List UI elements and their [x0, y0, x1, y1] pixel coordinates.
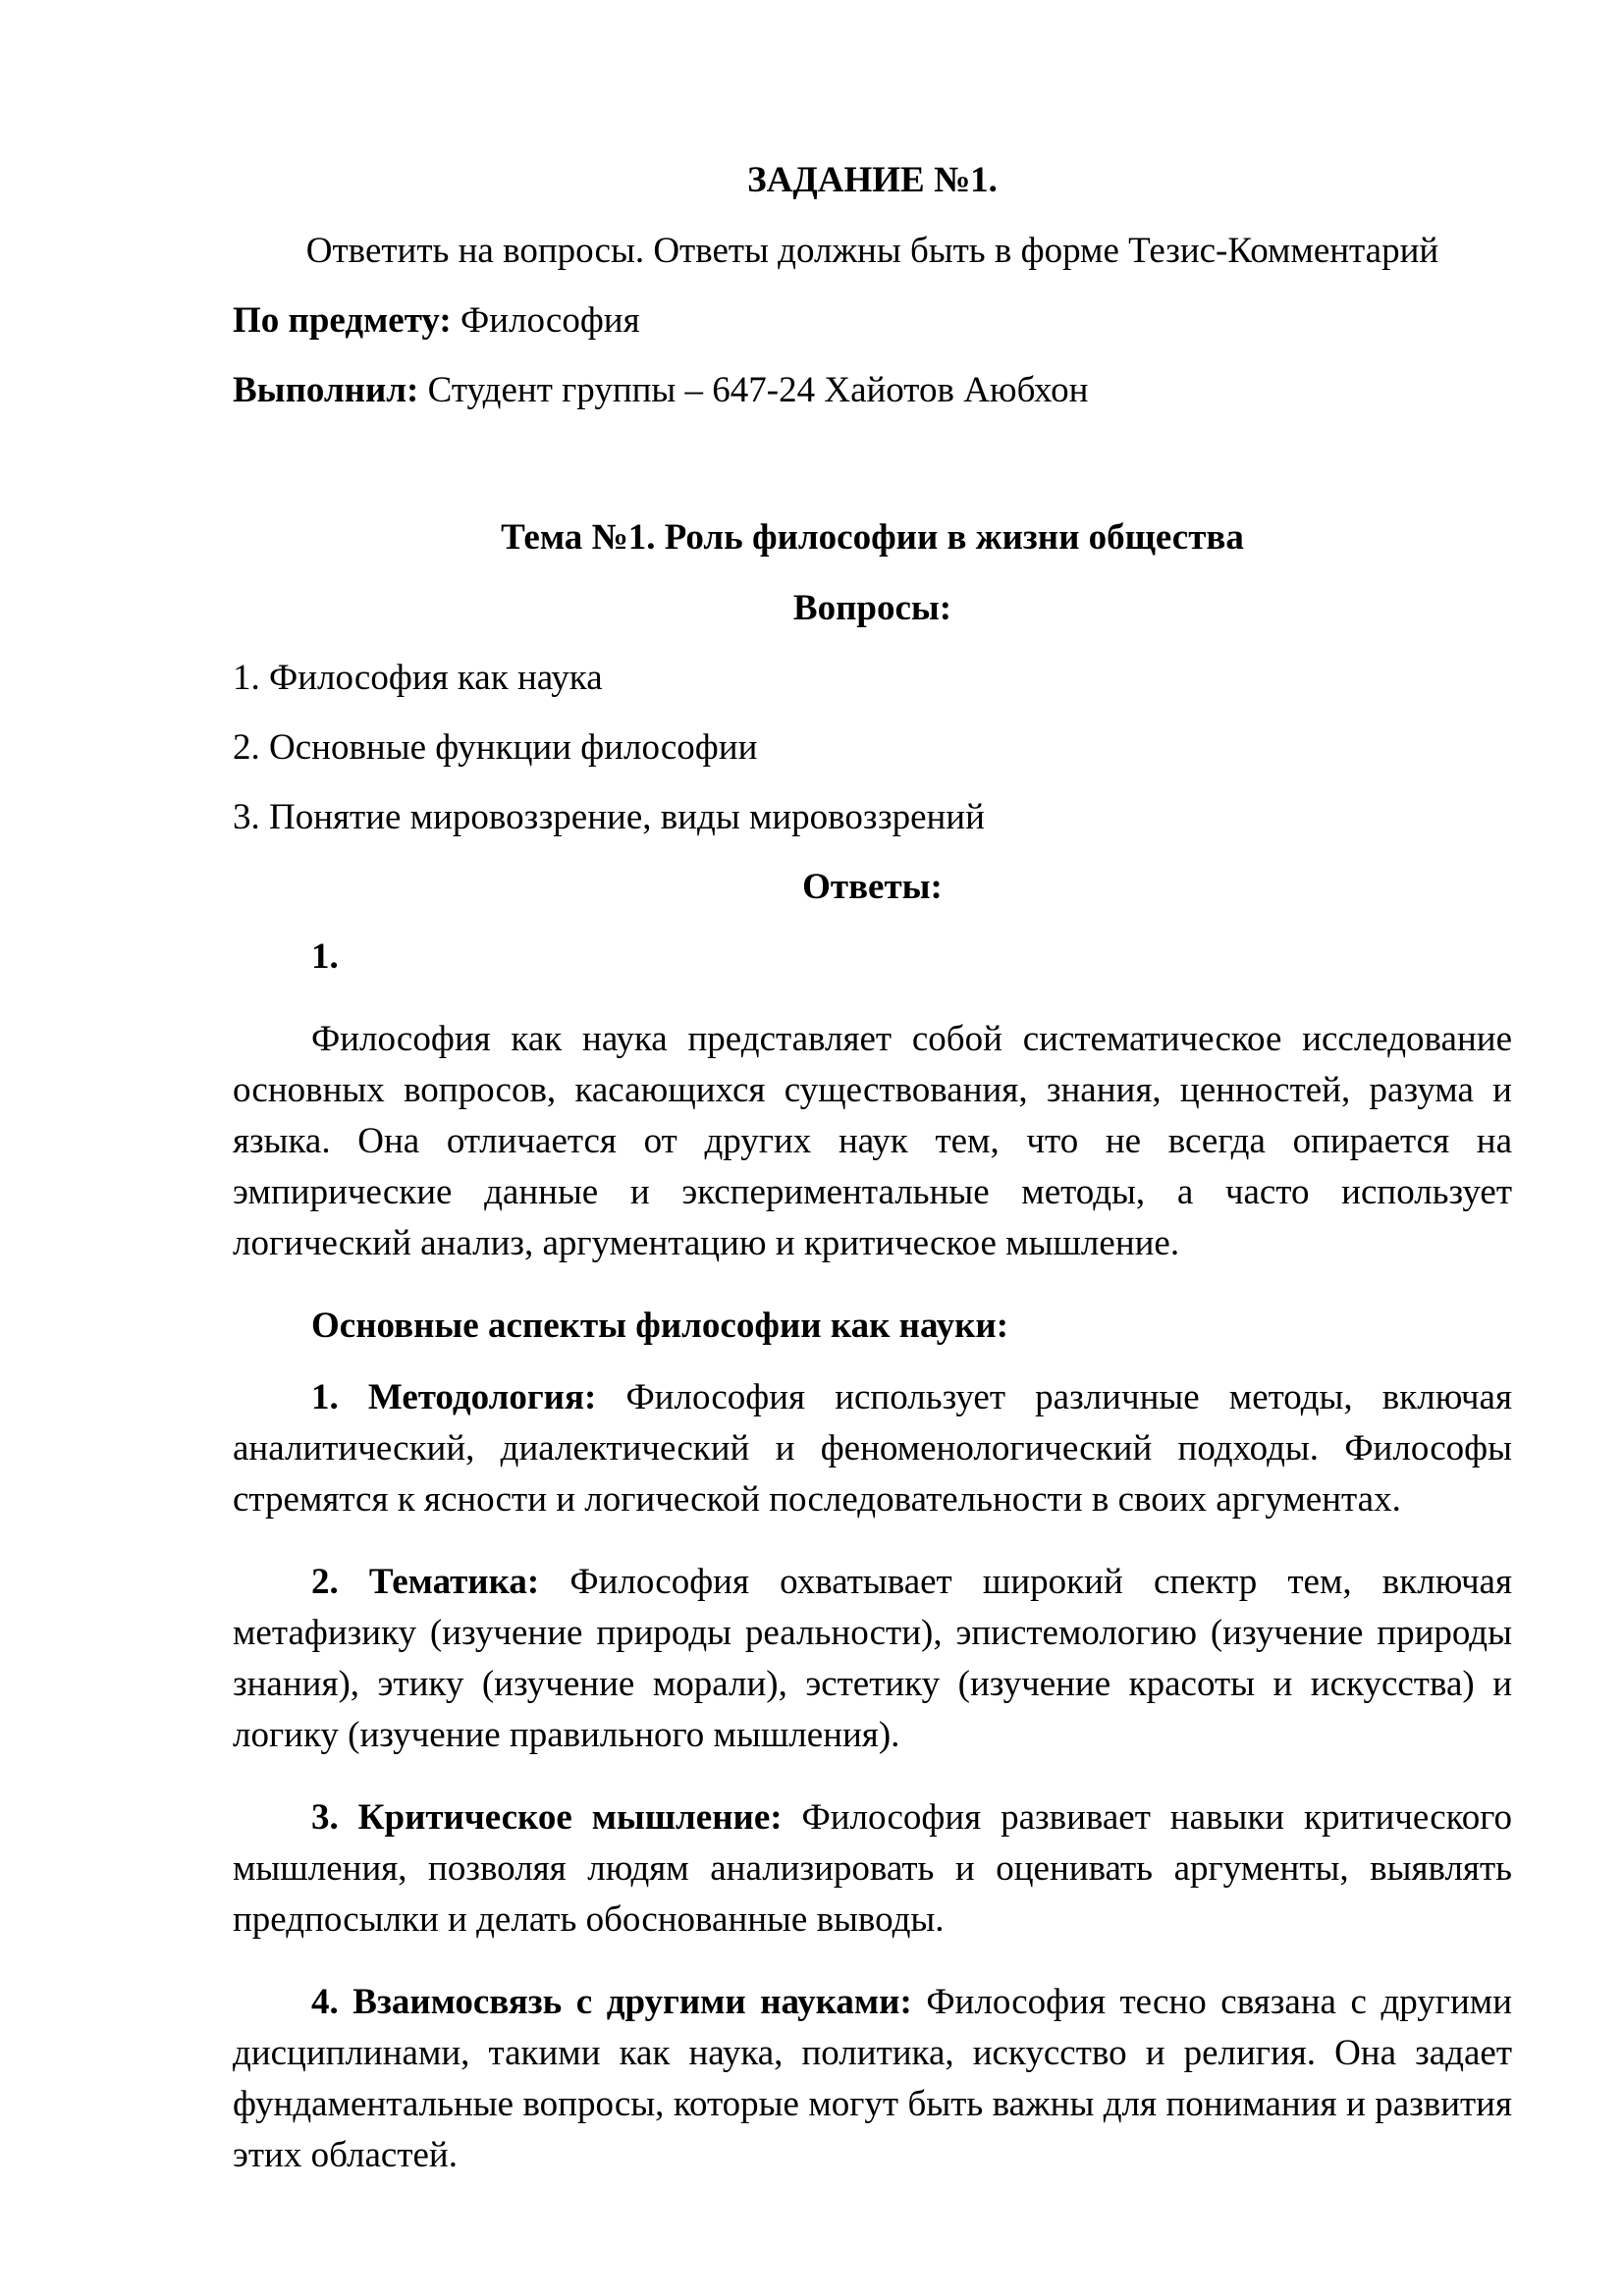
author-line [233, 365, 1512, 416]
aspect-label: 1. Методология: [311, 1377, 597, 1417]
subject-value: Философия [451, 300, 640, 341]
question-item: 1. Философия как наука [233, 658, 603, 698]
aspect-text: Философия тесно связана с другими дисциплинами, такими как наука, политика, искусство и религия. Она задает фундаментальные вопросы, которые могут быть важны для понимания и развития этих областей. [233, 1982, 1512, 2175]
assignment-instruction: Ответить на вопросы. Ответы должны быть в форме Тезис-Комментарий [305, 231, 1439, 271]
aspect-label: 4. Взаимосвязь с другими науками: [311, 1982, 912, 2022]
aspects-heading: Основные аспекты философии как науки: [311, 1306, 1009, 1346]
assignment-title: ЗАДАНИЕ №1. [747, 160, 998, 200]
aspect-label: 2. Тематика: [311, 1562, 540, 1602]
author-value: Студент группы – 647-24 Хайотов Аюбхон [418, 370, 1089, 410]
subject-line [233, 295, 1512, 347]
question-item: 3. Понятие мировоззрение, виды мировоззрений [233, 797, 985, 837]
topic-title: Тема №1. Роль философии в жизни общества [501, 517, 1244, 558]
document-page [233, 147, 1512, 2213]
answer-intro-paragraph: Философия как наука представляет собой систематическое исследование основных вопросов, касающихся существования, знания, ценностей, разума и языка. Она отличается от других наук тем, что не всегда опирается на эмпирические данные и экспериментальные методы, а часто использует логический анализ, аргументацию и критическое мышление. [233, 1019, 1512, 1263]
aspect-item [233, 1557, 1512, 1761]
aspect-item [233, 1372, 1512, 1525]
aspect-item [233, 1792, 1512, 1946]
author-label: Выполнил: [233, 370, 419, 410]
answers-heading: Ответы: [802, 867, 943, 907]
subject-label: По предмету: [233, 300, 452, 341]
questions-heading: Вопросы: [792, 588, 952, 628]
aspect-text: Философия охватывает широкий спектр тем, включая метафизику (изучение природы реальности), эпистемологию (изучение природы знания), этику (изучение морали), эстетику (изучение красоты и искусства) и логику (изучение правильного мышления). [233, 1562, 1512, 1755]
aspect-item [233, 1977, 1512, 2181]
aspect-text: Философия использует различные методы, включая аналитический, диалектический и феноменологический подходы. Философы стремятся к ясности и логической последовательности в своих аргументах. [233, 1377, 1512, 1520]
aspect-label: 3. Критическое мышление: [311, 1797, 783, 1838]
aspect-text: Философия развивает навыки критического мышления, позволяя людям анализировать и оценивать аргументы, выявлять предпосылки и делать обоснованные выводы. [233, 1797, 1512, 1940]
answer-number: 1. [311, 936, 339, 977]
question-item: 2. Основные функции философии [233, 727, 758, 768]
